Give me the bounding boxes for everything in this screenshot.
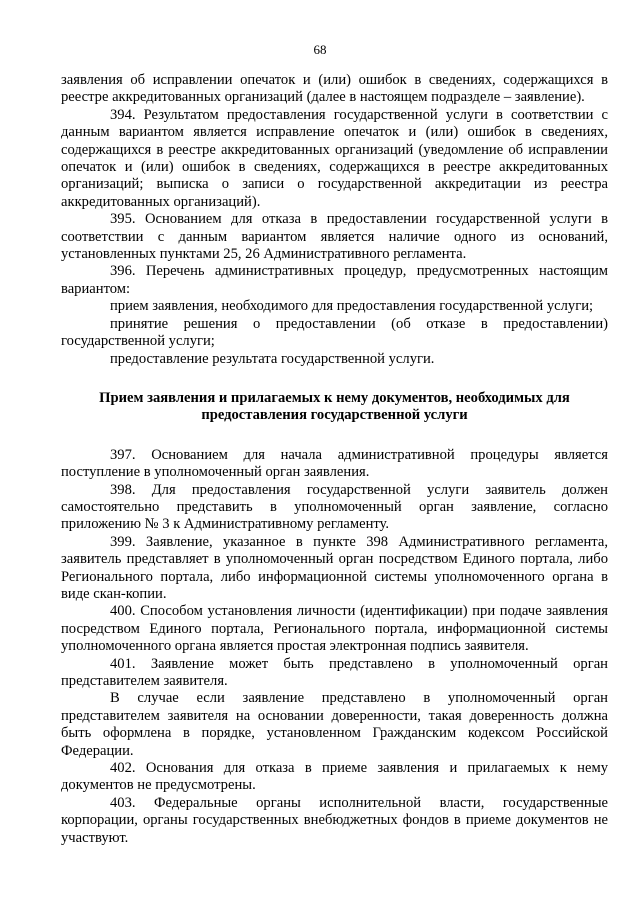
paragraph-397: 397. Основанием для начала административной процедуры является поступление в уполномоченный орган заявления. xyxy=(61,446,608,481)
paragraph-403: 403. Федеральные органы исполнительной власти, государственные корпорации, органы государственных внебюджетных фондов в приеме документов не участвуют. xyxy=(61,794,608,846)
paragraph-401-proxy: В случае если заявление представлено в уполномоченный орган представителем заявителя на основании доверенности, такая доверенность должна быть оформлена в порядке, установленном Гражданским кодексом Российской Федерации. xyxy=(61,690,608,759)
paragraph-402: 402. Основания для отказа в приеме заявления и прилагаемых к нему документов не предусмотрены. xyxy=(61,760,608,794)
paragraph-395: 395. Основанием для отказа в предоставлении государственной услуги в соответствии с данным вариантом является наличие одного из оснований, установленных пунктами 25, 26 Административного регламента. xyxy=(61,211,608,263)
paragraph-396: 396. Перечень административных процедур, предусмотренных настоящим вариантом: xyxy=(61,263,608,297)
page-number: 68 xyxy=(313,42,327,57)
paragraph-398: 398. Для предоставления государственной услуги заявитель должен самостоятельно представить в уполномоченный орган заявление, согласно приложению № 3 к Административному регламенту. xyxy=(61,481,608,533)
section-heading: Прием заявления и прилагаемых к нему документов, необходимых для предоставления государственной услуги xyxy=(99,389,570,424)
procedure-list-item: предоставление результата государственной услуги. xyxy=(110,350,435,367)
document-body xyxy=(61,72,608,847)
paragraph-399: 399. Заявление, указанное в пункте 398 Административного регламента, заявитель представляет в уполномоченный орган посредством Единого портала, либо Регионального портала, либо информационной системы уполномоченного органа в виде скан-копии. xyxy=(61,533,608,602)
paragraph-400: 400. Способом установления личности (идентификации) при подаче заявления посредством Единого портала, Регионального портала, информационной системы уполномоченного органа является простая электронная подпись заявителя. xyxy=(61,603,608,655)
paragraph-394: 394. Результатом предоставления государственной услуги в соответствии с данным вариантом является исправление опечаток и (или) ошибок в сведениях, содержащихся в реестре аккредитованных организаций (уведомление об исправлении опечаток и (или) ошибок в сведениях, содержащихся в реестре аккредитованных организаций; выписка о записи о государственной аккредитации из реестра аккредитованных организаций). xyxy=(61,106,608,210)
paragraph-continuation: заявления об исправлении опечаток и (или) ошибок в сведениях, содержащихся в реестре аккредитованных организаций (далее в настоящем подразделе – заявление). xyxy=(61,72,608,106)
procedure-list-item: прием заявления, необходимого для предоставления государственной услуги; xyxy=(110,298,594,315)
procedure-list-item: принятие решения о предоставлении (об отказе в предоставлении) государственной услуги; xyxy=(61,315,608,350)
paragraph-401: 401. Заявление может быть представлено в уполномоченный орган представителем заявителя. xyxy=(61,655,608,689)
